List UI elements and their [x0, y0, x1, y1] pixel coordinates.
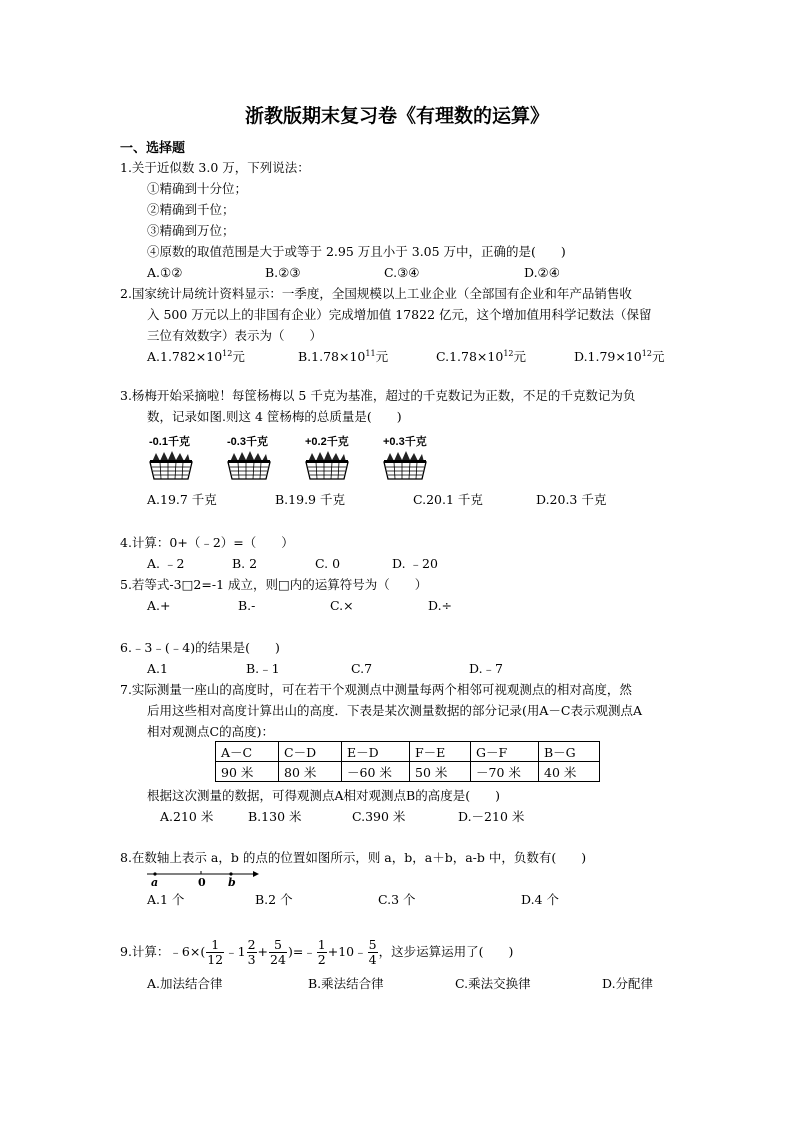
- q7-question: 根据这次测量的数据，可得观测点A相对观测点B的高度是( ): [147, 788, 500, 803]
- q4-option-a[interactable]: A. ﹣2: [147, 556, 185, 571]
- basket-icon: [148, 450, 194, 482]
- q3-stem-line2: 数，记录如图.则这 4 筐杨梅的总质量是( ): [147, 409, 402, 424]
- q8-option-d[interactable]: D.4 个: [521, 892, 559, 907]
- q2-stem-line3: 三位有效数字）表示为（ ）: [147, 328, 323, 343]
- fraction: $\frac{5}{4}$: [368, 937, 377, 967]
- q6-option-d[interactable]: D.﹣7: [469, 661, 504, 676]
- section-heading: 一、选择题: [120, 141, 186, 156]
- table-header-cell: C－D: [279, 742, 342, 762]
- basket-label-2: -0.3千克: [227, 436, 268, 448]
- q4-option-c[interactable]: C. 0: [315, 556, 341, 571]
- q5-option-b[interactable]: B.-: [238, 598, 256, 613]
- table-cell: 80 米: [279, 762, 342, 782]
- q1-option-d[interactable]: D.②④: [524, 265, 560, 280]
- fraction: $\frac{1}{12}$: [207, 937, 224, 967]
- table-cell: 90 米: [216, 762, 279, 782]
- q1-option-a[interactable]: A.①②: [147, 265, 183, 280]
- q1-option-c[interactable]: C.③④: [384, 265, 420, 280]
- q3-option-c[interactable]: C.20.1 千克: [413, 492, 483, 507]
- fraction: $\frac{1}{2}$: [317, 937, 326, 967]
- q2-stem-line2: 入 500 万元以上的非国有企业）完成增加值 17822 亿元，这个增加值用科学记数法（保留: [147, 307, 652, 322]
- q8-stem: 8.在数轴上表示 a，b 的点的位置如图所示，则 a，b，a＋b，a-b 中，负数有( ): [120, 850, 587, 865]
- q5-option-c[interactable]: C.×: [330, 598, 354, 613]
- q5-option-a[interactable]: A.+: [147, 598, 171, 613]
- q7-option-d[interactable]: D.－210 米: [458, 809, 525, 824]
- q1-option-b[interactable]: B.②③: [265, 265, 301, 280]
- basket-icon: [382, 450, 428, 482]
- q7-stem-line1: 7.实际测量一座山的高度时，可在若干个观测点中测量每两个相邻可视观测点的相对高度，然: [120, 682, 632, 697]
- axis-arrow-icon: [253, 871, 259, 877]
- basket-label-3: +0.2千克: [305, 436, 349, 448]
- table-header-cell: A－C: [216, 742, 279, 762]
- q7-option-b[interactable]: B.130 米: [248, 809, 302, 824]
- q9-option-a[interactable]: A.加法结合律: [147, 976, 223, 991]
- q1-statement-1: ①精确到十分位；: [147, 181, 248, 196]
- axis-label-b: b: [228, 876, 236, 889]
- axis-label-a: a: [151, 876, 159, 889]
- q9-option-d[interactable]: D.分配律: [602, 976, 654, 991]
- fraction: $\frac{5}{24}$: [270, 937, 286, 967]
- table-cell: －70 米: [471, 762, 539, 782]
- q9-option-b[interactable]: B.乘法结合律: [308, 976, 384, 991]
- q7-stem-line2: 后用这些相对高度计算出山的高度．下表是某次测量数据的部分记录(用A－C表示观测点A: [147, 703, 642, 718]
- q8-option-c[interactable]: C.3 个: [378, 892, 416, 907]
- basket-label-1: -0.1千克: [149, 436, 190, 448]
- q6-stem: 6.﹣3﹣(﹣4)的结果是( ): [120, 640, 280, 655]
- table-row: [216, 762, 600, 782]
- q9-stem: 9.计算：﹣6×( $\frac{1}{12}$ ﹣1 $\frac{2}{3}$ + $\frac{5}{24}$ )=﹣ $\frac{1}{2}$ +10﹣ $\frac{5}{4}$ ，这步运算运用了( ): [120, 937, 514, 967]
- fraction: $\frac{2}{3}$: [247, 937, 256, 967]
- q7-option-a[interactable]: A.210 米: [160, 809, 214, 824]
- q4-option-b[interactable]: B. 2: [232, 556, 258, 571]
- q1-statement-3: ③精确到万位；: [147, 223, 235, 238]
- q1-statement-2: ②精确到千位；: [147, 202, 235, 217]
- table-cell: －60 米: [342, 762, 410, 782]
- q2-stem-line1: 2.国家统计局统计资料显示：一季度，全国规模以上工业企业（全部国有企业和年产品销售收: [120, 286, 632, 301]
- q2-option-b[interactable]: $B.1.78\times 10^{11}$元: [298, 349, 389, 364]
- q1-stem: 1.关于近似数 3.0 万，下列说法：: [120, 160, 310, 175]
- q2-option-a[interactable]: $A.1.782\times 10^{12}$元: [147, 349, 245, 364]
- q2-option-c[interactable]: $C.1.78\times 10^{12}$元: [436, 349, 527, 364]
- basket-icon: [226, 450, 272, 482]
- q7-stem-line3: 相对观测点C的高度)：: [147, 724, 274, 739]
- table-row: [216, 742, 600, 762]
- basket-icon: [304, 450, 350, 482]
- q6-option-b[interactable]: B.﹣1: [246, 661, 280, 676]
- q3-option-d[interactable]: D.20.3 千克: [536, 492, 607, 507]
- q9-option-c[interactable]: C.乘法交换律: [455, 976, 531, 991]
- basket-label-4: +0.3千克: [383, 436, 427, 448]
- q3-stem-line1: 3.杨梅开始采摘啦！每筐杨梅以 5 千克为基准，超过的千克数记为正数，不足的千克数记为负: [120, 388, 636, 403]
- q6-option-c[interactable]: C.7: [351, 661, 373, 676]
- measurement-table: [215, 741, 600, 782]
- q3-option-b[interactable]: B.19.9 千克: [275, 492, 345, 507]
- q1-statement-4: ④原数的取值范围是大于或等于 2.95 万且小于 3.05 万中，正确的是( ): [147, 244, 566, 259]
- table-header-cell: B－G: [539, 742, 600, 762]
- table-cell: 40 米: [539, 762, 600, 782]
- q8-option-b[interactable]: B.2 个: [255, 892, 293, 907]
- q8-option-a[interactable]: A.1 个: [147, 892, 185, 907]
- q3-option-a[interactable]: A.19.7 千克: [147, 492, 217, 507]
- table-header-cell: F－E: [410, 742, 471, 762]
- q5-option-d[interactable]: D.÷: [428, 598, 453, 613]
- table-header-cell: E－D: [342, 742, 410, 762]
- axis-label-zero: 0: [198, 876, 206, 889]
- q2-option-d[interactable]: $D.1.79\times 10^{12}$元: [574, 349, 665, 364]
- q4-option-d[interactable]: D. ﹣20: [392, 556, 438, 571]
- page-title: 浙教版期末复习卷《有理数的运算》: [244, 105, 549, 127]
- q6-option-a[interactable]: A.1: [147, 661, 168, 676]
- q5-stem: 5.若等式-3□2=-1 成立，则□内的运算符号为（ ）: [120, 577, 428, 592]
- q4-stem: 4.计算：0+（﹣2）=（ ）: [120, 535, 294, 550]
- q7-option-c[interactable]: C.390 米: [352, 809, 406, 824]
- table-header-cell: G－F: [471, 742, 539, 762]
- table-cell: 50 米: [410, 762, 471, 782]
